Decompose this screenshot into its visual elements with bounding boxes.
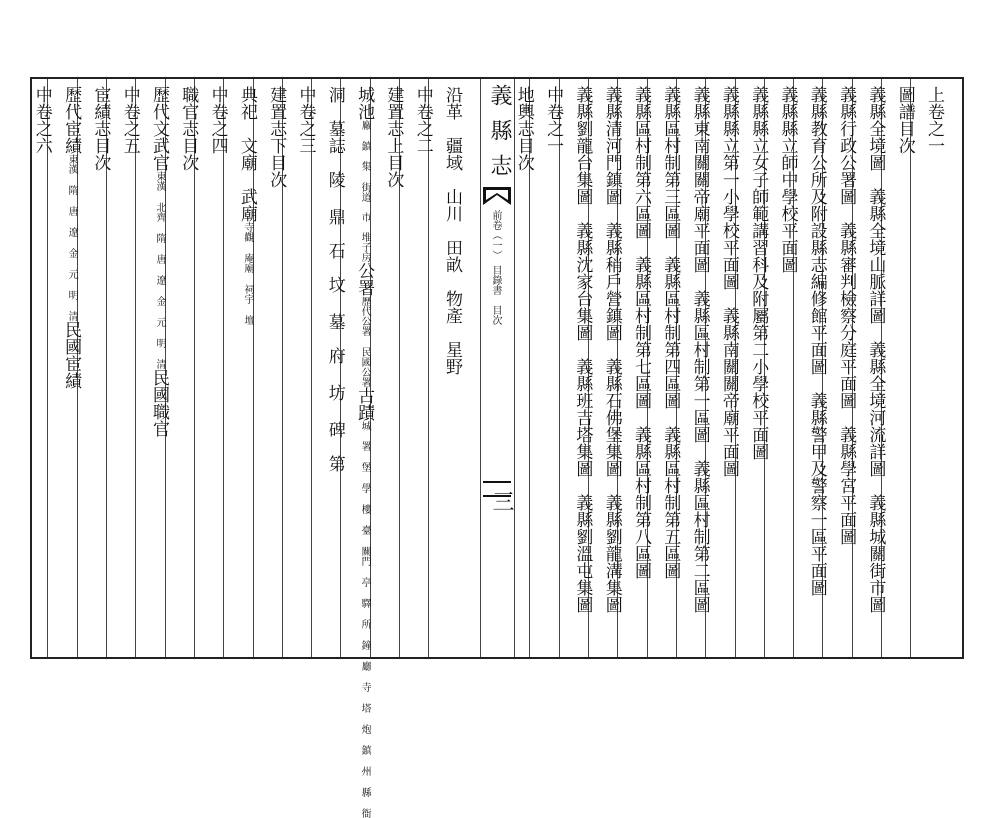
toc-column-11 xyxy=(632,86,649,579)
fishtail-top-icon xyxy=(481,185,513,207)
toc-column-3 xyxy=(865,86,886,613)
toc-text: 義縣縣立師中學校平面圖 xyxy=(777,86,798,273)
toc-annotation: 東漢 北齊 隋 唐 遼 金 元 明 清 xyxy=(154,171,165,369)
toc-column-22 xyxy=(266,86,287,188)
toc-column-29 xyxy=(61,86,82,389)
column-rule xyxy=(47,79,48,657)
toc-column-12 xyxy=(603,86,620,613)
toc-column-18 xyxy=(383,86,404,188)
toc-column-23 xyxy=(238,86,255,325)
toc-column-17 xyxy=(414,86,431,154)
column-rule xyxy=(559,79,560,657)
toc-column-16 xyxy=(443,86,460,375)
book-title-char-3: 志 xyxy=(487,154,512,176)
toc-text: 義縣全境圖 義縣全境山脈詳圖 義縣全境河流詳圖 義縣城關街市圖 xyxy=(865,86,886,613)
toc-text: 職官志目次 xyxy=(178,86,199,171)
toc-column-24 xyxy=(209,86,226,154)
toc-text: 義縣縣立女子師範講習科及附屬第二小學校平面圖 xyxy=(748,86,769,460)
toc-text: 中卷之四 xyxy=(207,86,228,154)
book-title-char-2: 縣 xyxy=(487,119,512,141)
column-rule xyxy=(428,79,429,657)
toc-text: 圖譜目次 xyxy=(894,86,915,154)
toc-text: 中卷之一 xyxy=(543,86,564,154)
toc-text: 中卷之五 xyxy=(119,86,140,154)
toc-text: 義縣清河門鎮圖 義縣稍戶營鎮圖 義縣石佛堡集圖 義縣劉龍溝集圖 xyxy=(601,86,622,613)
toc-column-13 xyxy=(572,86,593,613)
toc-column-6 xyxy=(779,86,796,273)
toc-text: 義縣區村制第六區圖 義縣區村制第七區圖 義縣區村制第八區圖 xyxy=(631,86,651,579)
toc-column-30 xyxy=(33,86,50,154)
book-title-char-1: 義 xyxy=(487,84,512,106)
column-rule xyxy=(135,79,136,657)
toc-annotation: 城 署 堡 學 樓 臺 關門 亭 驛 所 鐘 廳 寺 塔 炮 鎮 州 縣 衙 xyxy=(359,421,371,818)
toc-annotation: 寺觀 庵廟 祠宇 壇 xyxy=(241,222,253,325)
center-volume-label: 前卷（一） 目錄書 目次 xyxy=(490,210,501,325)
toc-text: 中卷之二 xyxy=(412,86,433,154)
toc-text: 公署 xyxy=(354,262,375,296)
toc-text: 歷代宦績 xyxy=(61,86,82,154)
toc-text: 義縣縣立第一小學校平面圖 義縣南關關帝廟平面圖 xyxy=(718,86,739,477)
toc-text: 建置志下目次 xyxy=(266,86,287,188)
page-number: 三 xyxy=(489,490,514,512)
toc-text: 義縣劉龍台集圖 義縣沈家台集圖 義縣班吉塔集圖 義縣劉溫屯集圖 xyxy=(572,86,593,613)
toc-column-26 xyxy=(150,86,167,437)
toc-text: 民國宦績 xyxy=(61,321,82,389)
toc-column-2 xyxy=(896,86,913,154)
toc-column-28 xyxy=(90,86,111,171)
toc-column-10 xyxy=(660,86,681,579)
toc-text: 民國職官 xyxy=(149,369,169,437)
toc-text: 中卷之三 xyxy=(295,86,316,154)
toc-column-4 xyxy=(836,86,857,545)
column-rule xyxy=(311,79,312,657)
toc-column-27 xyxy=(121,86,138,154)
column-rule xyxy=(223,79,224,657)
toc-text: 上卷之一 xyxy=(924,86,944,154)
toc-text: 地輿志目次 xyxy=(513,86,534,171)
toc-column-25 xyxy=(178,86,199,171)
toc-text: 義縣行政公署圖 義縣審判檢察分庭平面圖 義縣學宮平面圖 xyxy=(836,86,857,545)
toc-column-19 xyxy=(354,86,375,818)
toc-annotation: 歷代公署 民國公署 xyxy=(359,296,371,387)
toc-text: 中卷之六 xyxy=(31,86,52,154)
toc-text: 城池 xyxy=(354,86,375,120)
toc-text: 典祀 文廟 武廟 xyxy=(236,86,257,222)
column-rule xyxy=(910,79,911,657)
toc-column-15 xyxy=(515,86,532,171)
toc-text: 義縣教育公所及附設縣志編修館平面圖 義縣警甲及警察一區平面圖 xyxy=(806,86,827,596)
toc-text: 歷代文武官 xyxy=(149,86,169,171)
toc-text: 沿革 疆域 山川 田畝 物產 星野 xyxy=(442,86,462,375)
toc-text: 宦績志目次 xyxy=(90,86,111,171)
toc-text: 古蹟 xyxy=(354,387,375,421)
toc-annotation: 東漢 隋 唐 遼 金 元 明 清 xyxy=(66,154,78,321)
toc-column-21 xyxy=(297,86,314,154)
toc-column-5 xyxy=(808,86,825,596)
toc-column-14 xyxy=(543,86,564,154)
toc-column-9 xyxy=(691,86,708,613)
toc-column-7 xyxy=(748,86,769,460)
toc-column-20 xyxy=(326,86,343,472)
toc-text: 義縣東南關關帝廟平面圖 義縣區村制第一區圖 義縣區村制第二區圖 xyxy=(689,86,710,613)
toc-column-8 xyxy=(720,86,737,477)
toc-column-1 xyxy=(925,86,942,154)
toc-text: 洞 墓誌 陵 鼎 石 坟 墓 府 坊 碑 第 xyxy=(324,86,345,472)
toc-text: 義縣區村制第三區圖 義縣區村制第四區圖 義縣區村制第五區圖 xyxy=(660,86,681,579)
toc-annotation: 廠 鎮 集 街道 市 堆子房 xyxy=(359,120,371,262)
toc-text: 建置志上目次 xyxy=(383,86,404,188)
